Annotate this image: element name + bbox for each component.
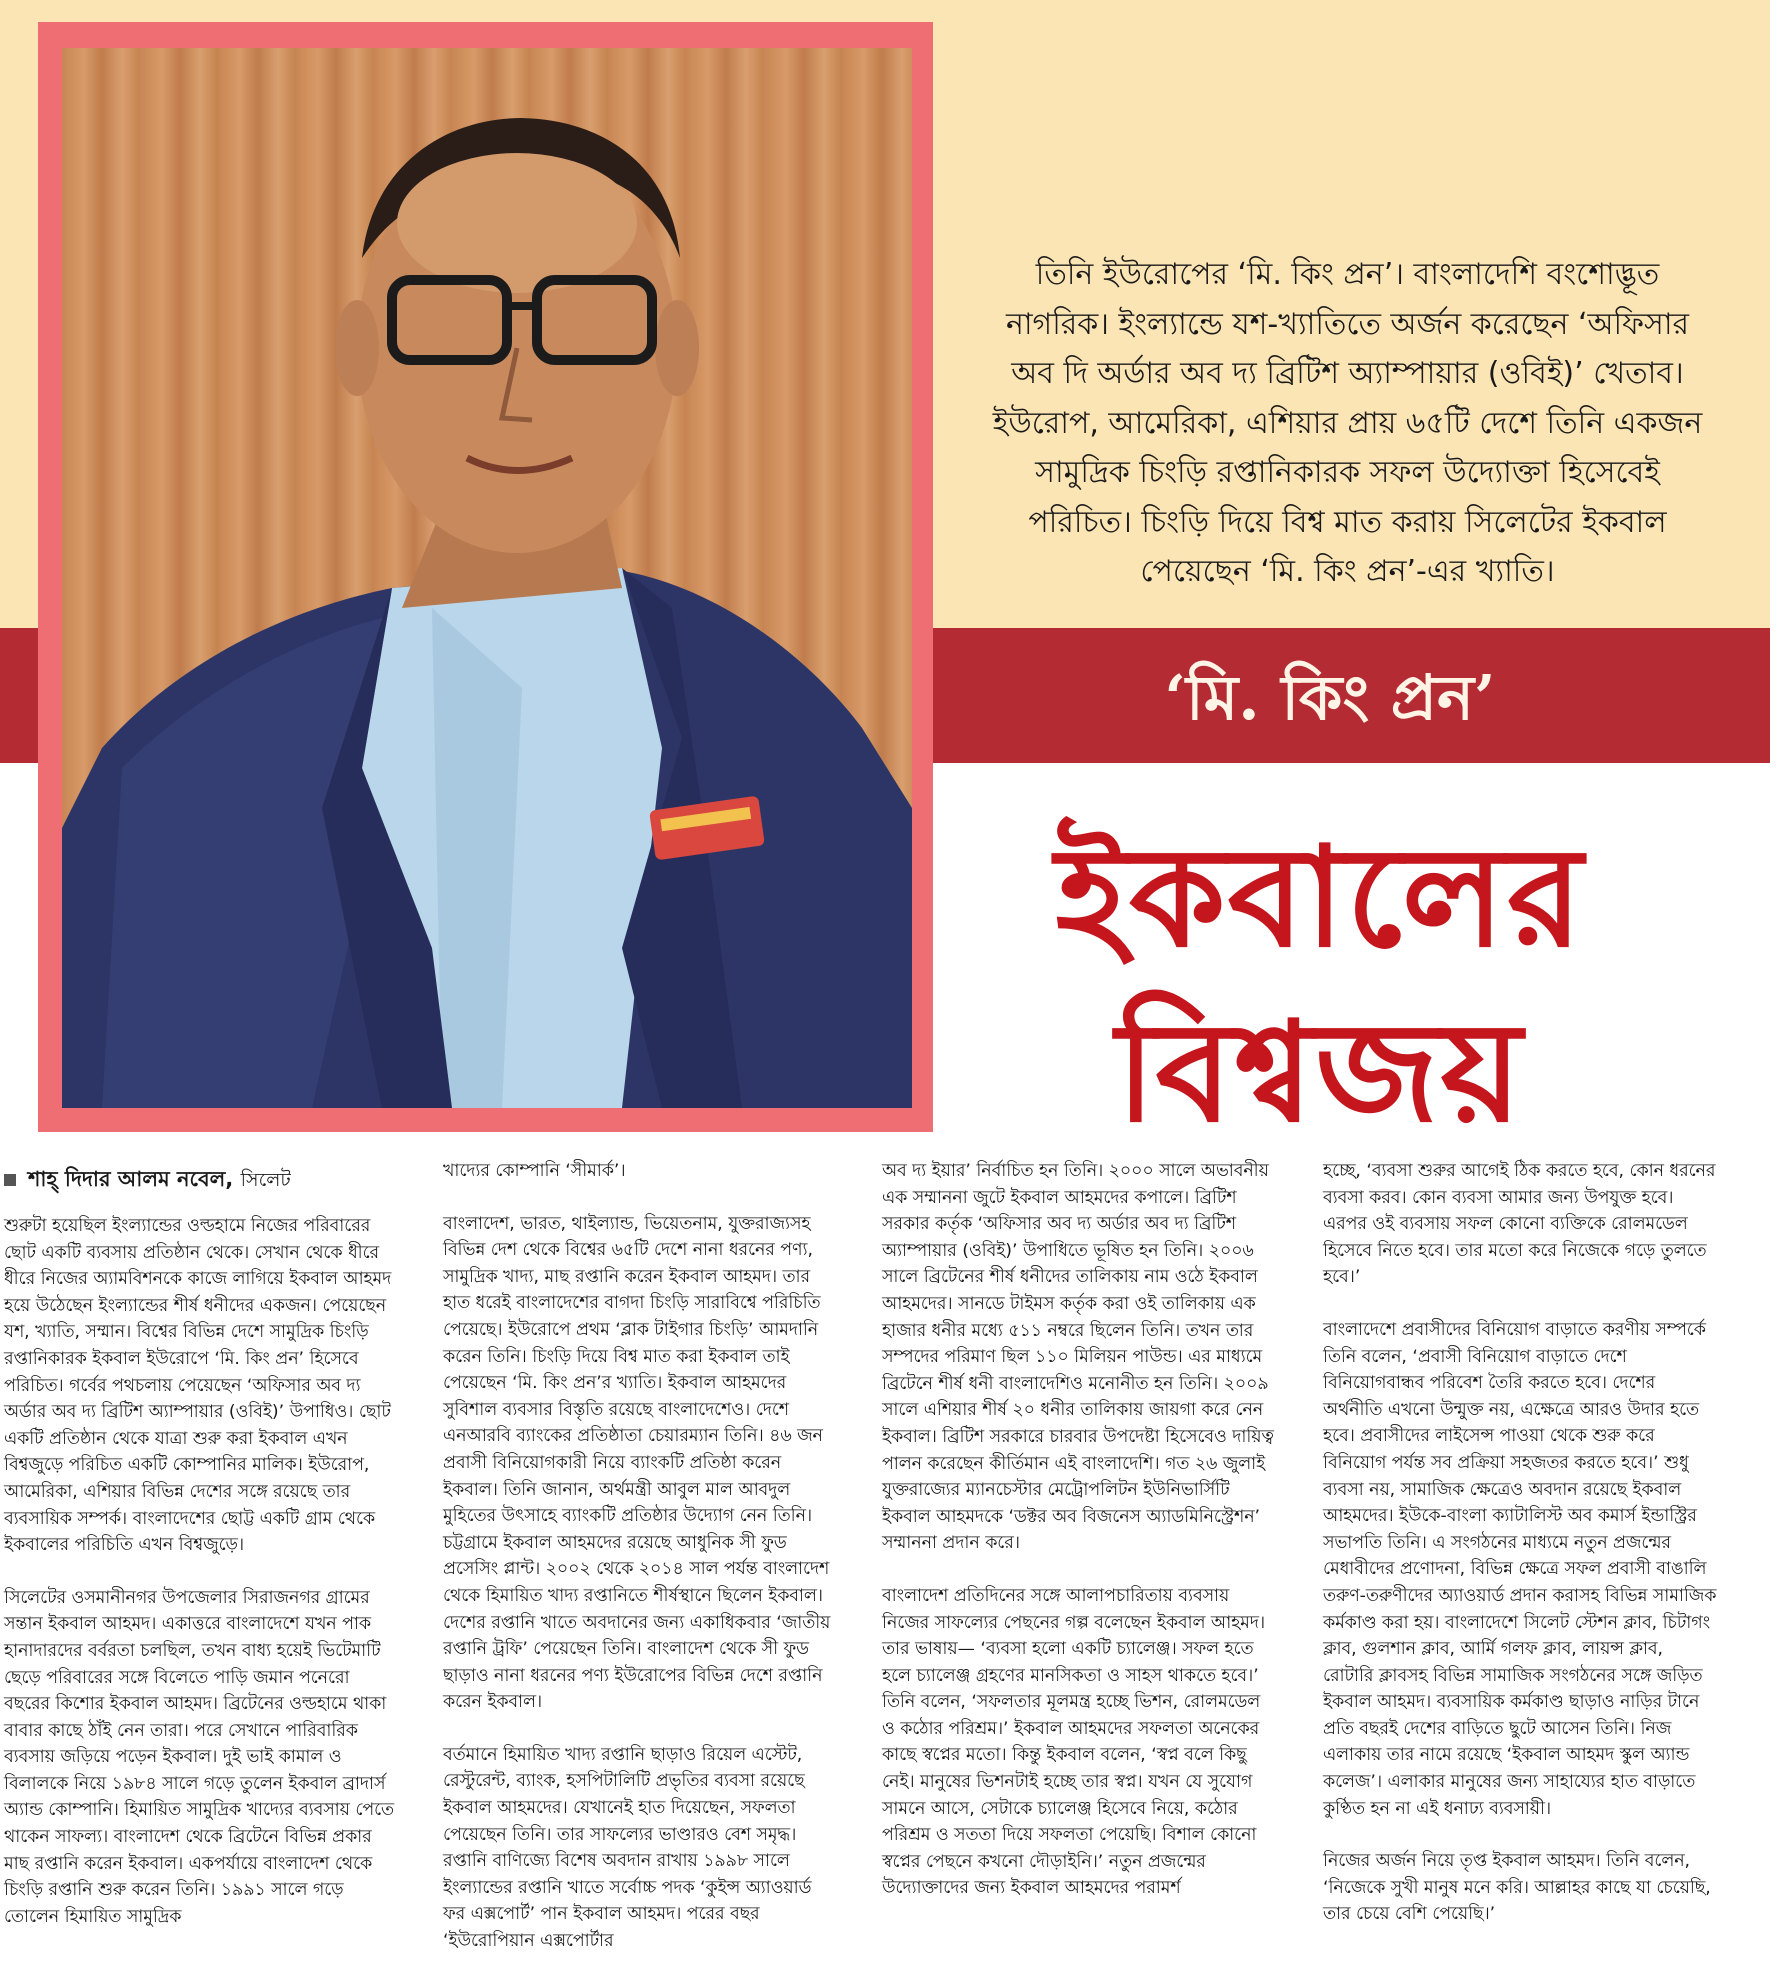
headline-line-1: ইকবালের [1055, 817, 1585, 978]
paragraph: হচ্ছে, ‘ব্যবসা শুরুর আগেই ঠিক করতে হবে, কোন ধরনের ব্যবসা করব। কোন ব্যবসা আমার জন্য উপযুক্ত হবে। এরপর ওই ব্যবসায় সফল কোনো ব্যক্তিকে রোলমডেল হিসেবে নিতে হবে। তার মতো করে নিজেকে গড়ে তুলতে হবে।’ [1323, 1161, 1716, 1288]
paragraph: নিজের অর্জন নিয়ে তৃপ্ত ইকবাল আহমদ। তিনি বলেন, ‘নিজেকে সুখী মানুষ মনে করি। আল্লাহর কাছে যা চেয়েছি, তার চেয়ে বেশি পেয়েছি।’ [1323, 1851, 1711, 1925]
paragraph: সিলেটের ওসমানীনগর উপজেলার সিরাজনগর গ্রামের সন্তান ইকবাল আহমদ। একাত্তরে বাংলাদেশে যখন পাক হানাদারদের বর্বরতা চলছিল, তখন বাধ্য হয়েই ভিটেমাটি ছেড়ে পরিবারের সঙ্গে বিলেতে পাড়ি জমান পনেরো বছরের কিশোর ইকবাল আহমদ। ব্রিটেনের ওল্ডহামে থাকা বাবার কাছে ঠাঁই নেন তারা। পরে সেখানে পারিবারিক ব্যবসায় জড়িয়ে পড়েন ইকবাল। দুই ভাই কামাল ও বিলালকে নিয়ে ১৯৮৪ সালে গড়ে তুলেন ইকবাল ব্রাদার্স অ্যান্ড কোম্পানি। হিমায়িত সামুদ্রিক খাদ্যের ব্যবসায় পেতে থাকেন সাফল্য। বাংলাদেশ থেকে ব্রিটেনে বিভিন্ন প্রকার মাছ রপ্তানি করেন ইকবাল। একপর্যায়ে বাংলাদেশ থেকে চিংড়ি রপ্তানি শুরু করেন তিনি। ১৯৯১ সালে গড়ে তোলেন হিমায়িত সামুদ্রিক [4, 1587, 395, 1927]
paragraph: বাংলাদেশ, ভারত, থাইল্যান্ড, ভিয়েতনাম, যুক্তরাজ্যসহ বিভিন্ন দেশ থেকে বিশ্বের ৬৫টি দেশে নানা ধরনের পণ্য, সামুদ্রিক খাদ্য, মাছ রপ্তানি করেন ইকবাল আহমদ। তার হাত ধরেই বাংলাদেশের বাগদা চিংড়ি সারাবিশ্বে পরিচিতি পেয়েছে। ইউরোপে প্রথম ‘ব্লাক টাইগার চিংড়ি’ আমদানি করেন তিনি। চিংড়ি দিয়ে বিশ্ব মাত করা ইকবাল তাই পেয়েছেন ‘মি. কিং প্রন’র খ্যাতি। ইকবাল আহমদের সুবিশাল ব্যবসার বিস্তৃতি রয়েছে বাংলাদেশেও। দেশে এনআরবি ব্যাংকের প্রতিষ্ঠাতা চেয়ারম্যান তিনি। ৪৬ জন প্রবাসী বিনিয়োগকারী নিয়ে ব্যাংকটি প্রতিষ্ঠা করেন ইকবাল। তিনি জানান, অর্থমন্ত্রী আবুল মাল আবদুল মুহিতের উৎসাহে ব্যাংকটি প্রতিষ্ঠার উদ্যোগ নেন তিনি। চট্টগ্রামে ইকবাল আহমদের রয়েছে আধুনিক সী ফুড প্রসেসিং প্লান্ট। ২০০২ থেকে ২০১৪ সাল পর্যন্ত বাংলাদেশ থেকে হিমায়িত খাদ্য রপ্তানিতে শীর্ষস্থানে ছিলেন ইকবাল। দেশের রপ্তানি খাতে অবদানের জন্য একাধিকবার ‘জাতীয় রপ্তানি ট্রফি’ পেয়েছেন তিনি। বাংলাদেশ থেকে সী ফুড ছাড়াও নানা ধরনের পণ্য ইউরোপের বিভিন্ন দেশে রপ্তানি করেন ইকবাল। [443, 1213, 831, 1713]
article-column-1 [4, 1158, 399, 1956]
paragraph: বর্তমানে হিমায়িত খাদ্য রপ্তানি ছাড়াও রিয়েল এস্টেট, রেস্টুরেন্ট, ব্যাংক, হসপিটালিটি প্রভৃতির ব্যবসা রয়েছে ইকবাল আহমদের। যেখানেই হাত দিয়েছেন, সফলতা পেয়েছেন তিনি। তার সাফল্যের ভাণ্ডারও বেশ সমৃদ্ধ। রপ্তানি বাণিজ্যে বিশেষ অবদান রাখায় ১৯৯৮ সালে ইংল্যান্ডের রপ্তানি খাতে সর্বোচ্চ পদক ‘কুইন্স অ্যাওয়ার্ড ফর এক্সপোর্ট’ পান ইকবাল আহমদ। পরের বছর ‘ইউরোপিয়ান এক্সপোর্টার [443, 1744, 812, 1952]
byline-square-icon [4, 1174, 16, 1186]
deck-text: তিনি ইউরোপের ‘মি. কিং প্রন’। বাংলাদেশি বংশোদ্ভূত নাগরিক। ইংল্যান্ডে যশ-খ্যাতিতে অর্জন করেছেন ‘অফিসার অব দি অর্ডার অব দ্য ব্রিটিশ অ্যাম্পায়ার (ওবিই)’ খেতাব। ইউরোপ, আমেরিকা, এশিয়ার প্রায় ৬৫টি দেশে তিনি একজন সামুদ্রিক চিংড়ি রপ্তানিকারক সফল উদ্যোক্তা হিসেবেই পরিচিত। চিংড়ি দিয়ে বিশ্ব মাত করায় সিলেটের ইকবাল পেয়েছেন ‘মি. কিং প্রন’-এর খ্যাতি। [992, 257, 1703, 589]
article-column-2 [443, 1158, 838, 1981]
headline-line-2: বিশ্বজয় [1116, 992, 1524, 1153]
byline-author: শাহ্‌ দিদার আলম নবেল, [28, 1167, 234, 1191]
portrait-photo [62, 48, 912, 1108]
paragraph: বাংলাদেশ প্রতিদিনের সঙ্গে আলাপচারিতায় ব্যবসায় নিজের সাফল্যের পেছনের গল্প বলেছেন ইকবাল আহমদ। তার ভাষায়— ‘ব্যবসা হলো একটি চ্যালেঞ্জ। সফল হতে হলে চ্যালেঞ্জ গ্রহণের মানসিকতা ও সাহস থাকতে হবে।’ তিনি বলেন, ‘সফলতার মূলমন্ত্র হচ্ছে ভিশন, রোলমডেল ও কঠোর পরিশ্রম।’ ইকবাল আহমদের সফলতা অনেকের কাছে স্বপ্নের মতো। কিন্তু ইকবাল বলেন, ‘স্বপ্ন বলে কিছু নেই। মানুষের ভিশনটাই হচ্ছে তার স্বপ্ন। যখন যে সুযোগ সামনে আসে, সেটাকে চ্যালেঞ্জ হিসেবে নিয়ে, কঠোর পরিশ্রম ও সততা দিয়ে সফলতা পেয়েছি। বিশাল কোনো স্বপ্নের পেছনে কখনো দৌড়াইনি।’ নতুন প্রজন্মের উদ্যোক্তাদের জন্য ইকবাল আহমদের পরামর্শ [882, 1585, 1266, 1899]
byline [4, 1164, 399, 1195]
paragraph: খাদ্যের কোম্পানি ‘সীমার্ক’। [443, 1161, 626, 1181]
paragraph: শুরুটা হয়েছিল ইংল্যান্ডের ওল্ডহামে নিজের পরিবারের ছোট একটি ব্যবসায় প্রতিষ্ঠান থেকে। সেখান থেকে ধীরে ধীরে নিজের অ্যামবিশনকে কাজে লাগিয়ে ইকবাল আহমদ হয়ে উঠেছেন ইংল্যান্ডের শীর্ষ ধনীদের একজন। পেয়েছেন যশ, খ্যাতি, সম্মান। বিশ্বের বিভিন্ন দেশে সামুদ্রিক চিংড়ি রপ্তানিকারক ইকবাল ইউরোপে ‘মি. কিং প্রন’ হিসেবে পরিচিত। গর্বের পথচলায় পেয়েছেন ‘অফিসার অব দ্য অর্ডার অব দ্য ব্রিটিশ অ্যাম্পায়ার (ওবিই)’ উপাধিও। ছোট একটি প্রতিষ্ঠান থেকে যাত্রা শুরু করা ইকবাল এখন বিশ্বজুড়ে পরিচিত একটি কোম্পানির মালিক। ইউরোপ, আমেরিকা, এশিয়ার বিভিন্ন দেশের সঙ্গে রয়েছে তার ব্যবসায়িক সম্পর্ক। বাংলাদেশের ছোট্ট একটি গ্রাম থেকে ইকবালের পরিচিতি এখন বিশ্বজুড়ে। [4, 1216, 392, 1556]
headline [1010, 810, 1630, 1160]
paragraph: বাংলাদেশে প্রবাসীদের বিনিয়োগ বাড়াতে করণীয় সম্পর্কে তিনি বলেন, ‘প্রবাসী বিনিয়োগ বাড়াতে দেশে বিনিয়োগবান্ধব পরিবেশ তৈরি করতে হবে। দেশের অর্থনীতি এখনো উন্মুক্ত নয়, এক্ষেত্রে আরও উদার হতে হবে। প্রবাসীদের লাইসেন্স পাওয়া থেকে শুরু করে বিনিয়োগ পর্যন্ত সব প্রক্রিয়া সহজতর করতে হবে।’ শুধু ব্যবসা নয়, সামাজিক ক্ষেত্রেও অবদান রয়েছে ইকবাল আহমদের। ইউকে-বাংলা ক্যাটালিস্ট অব কমার্স ইন্ডাস্ট্রির সভাপতি তিনি। এ সংগঠনের মাধ্যমে নতুন প্রজন্মের মেধাবীদের প্রণোদনা, বিভিন্ন ক্ষেত্রে সফল প্রবাসী বাঙালি তরুণ-তরুণীদের অ্যাওয়ার্ড প্রদান করাসহ বিভিন্ন সামাজিক কর্মকাণ্ড করা হয়। বাংলাদেশে সিলেট স্টেশন ক্লাব, চিটাগং ক্লাব, গুলশান ক্লাব, আর্মি গলফ ক্লাব, লায়ন্স ক্লাব, রোটারি ক্লাবসহ বিভিন্ন সামাজিক সংগঠনের সঙ্গে জড়িত ইকবাল আহমদ। ব্যবসায়িক কর্মকাণ্ড ছাড়াও নাড়ির টানে প্রতি বছরই দেশের বাড়িতে ছুটে আসেন তিনি। নিজ এলাকায় তার নামে রয়েছে ‘ইকবাল আহমদ স্কুল অ্যান্ড কলেজ’। এলাকার মানুষের জন্য সাহায্যের হাত বাড়াতে কুণ্ঠিত হন না এই ধনাঢ্য ব্যবসায়ী। [1323, 1319, 1717, 1819]
byline-place: সিলেট [240, 1169, 291, 1191]
paragraph: অব দ্য ইয়ার’ নির্বাচিত হন তিনি। ২০০০ সালে অভাবনীয় এক সম্মাননা জুটে ইকবাল আহমদের কপালে। ব্রিটিশ সরকার কর্তৃক ‘অফিসার অব দ্য অর্ডার অব দ্য ব্রিটিশ অ্যাম্পায়ার (ওবিই)’ উপাধিতে ভূষিত হন তিনি। ২০০৬ সালে ব্রিটেনের শীর্ষ ধনীদের তালিকায় নাম ওঠে ইকবাল আহমদের। সানডে টাইমস কর্তৃক করা ওই তালিকায় এক হাজার ধনীর মধ্যে ৫১১ নম্বরে ছিলেন তিনি। তখন তার সম্পদের পরিমাণ ছিল ১১০ মিলিয়ন পাউন্ড। এর মাধ্যমে ব্রিটেনে শীর্ষ ধনী বাংলাদেশিও মনোনীত হন তিনি। ২০০৯ সালে এশিয়ার শীর্ষ ২০ ধনীর তালিকায় জায়গা করে নেন ইকবাল। ব্রিটিশ সরকারে চারবার উপদেষ্টা হিসেবেও দায়িত্ব পালন করেছেন কীর্তিমান এই বাংলাদেশি। গত ২৬ জুলাই যুক্তরাজ্যের ম্যানচেস্টার মেট্রোপলিটন ইউনিভার্সিটি ইকবাল আহমদকে ‘ডক্টর অব বিজনেস অ্যাডমিনিস্ট্রেশন’ সম্মাননা প্রদান করে। [882, 1161, 1274, 1554]
article-column-3 [882, 1158, 1277, 1928]
article-column-4 [1323, 1158, 1718, 1954]
portrait-illustration [62, 48, 912, 1108]
kicker-title: ‘মি. কিং প্রন’ [1164, 661, 1496, 734]
